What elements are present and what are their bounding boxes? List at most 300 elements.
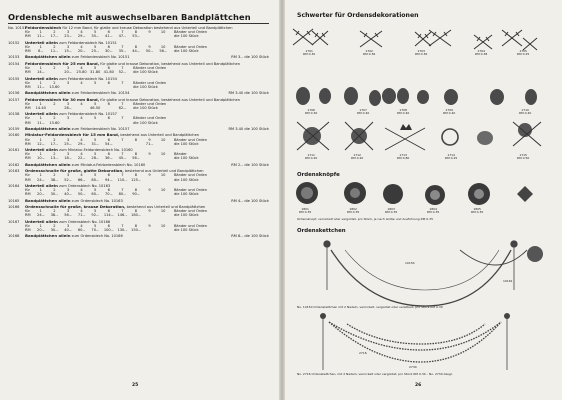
entry-description: zum Ordensblech No. 10163 [59,183,111,188]
grid-row-tail: Bänder und Orden [133,80,167,85]
grid-row-tail: Bänder und Orden [173,209,207,214]
entry-name: Bandplättchen allein [25,234,71,239]
figure-label [305,154,317,161]
grid-cell: 130.– [117,228,128,232]
grid-cell: 3 [66,30,70,35]
grid-cell: 53.– [132,34,140,39]
figure-label [299,208,311,215]
grid-cell: 3 [66,188,70,193]
grid-row-label: für [25,173,31,178]
figure-number: 1707 [359,108,367,112]
grid-cell: 2 [53,65,56,70]
grid-cell [143,34,157,38]
grid-cell: 7 [121,44,124,49]
price-grid-row [8,178,269,182]
left-page [0,0,279,400]
entry-name: Bandplättchen allein [25,198,71,203]
right-page [285,0,562,400]
grid-cell: 3 [66,137,70,142]
grid-cell: 38.– [50,177,59,182]
figure-number: 1711 [307,153,315,157]
grid-cell: 3 [66,223,70,228]
grid-cell: 30.– [105,48,113,53]
grid-cell: 150.– [131,228,141,232]
entry-name: Feldordensblech für 25 mm Band, [25,61,100,66]
grid-cell: 4 [80,152,83,157]
price-grid-row [8,121,269,125]
grid-cell [143,156,157,160]
chain-number-3: 2716 [359,351,367,355]
entry-description: zum Feldordensblech No. 10151 [59,40,117,45]
grid-cell: 1 [39,188,42,193]
catalog-entry [8,112,269,124]
grid-cell: 35.– [91,34,99,39]
grid-cell [88,85,102,89]
figure-number: 1715 [519,153,527,157]
grid-cell: 4 [80,80,83,85]
figure-number: 1714 [447,153,455,157]
grid-cell: 40.– [64,228,72,232]
entry-description: zum Miniatur-Feldordensblech No. 10160 [59,148,133,153]
grid-cell [156,213,170,217]
grid-cell: 30.– [50,228,59,232]
entry-description: zum Feldordensblech No. 10157 [71,127,130,131]
grid-cell: 3 [66,65,70,70]
catalog-entry [8,127,269,131]
figure-price: RM 0.35 [347,210,360,215]
entry-number: 10162 [8,162,20,167]
grid-cell: 52.– [64,177,72,182]
figure-price: RM 0.36 [415,52,428,57]
entry-name: Feldordensblech für 30 mm Band, [25,97,100,102]
catalog-entry [8,62,269,74]
figure-label [357,109,369,116]
grid-cell: 2 [53,223,56,228]
grid-row-label: für [25,137,31,142]
catalog-entry [8,169,269,181]
grid-cell [143,228,157,232]
grid-row-label: für [25,80,31,85]
grid-cell: 35.– [118,48,127,53]
grid-cell: 4 [80,65,83,70]
figure-number: 1706 [307,108,315,112]
entry-description: bestehend aus Unterteil und Bandplättchen [126,205,206,210]
grid-cell: 3 [66,209,70,214]
figure-label [363,50,375,57]
grid-cell: 6 [107,173,110,178]
grid-row-tail: Bänder und Orden [133,116,167,121]
grid-cell: 5 [94,188,97,193]
grid-cell: 1 [39,80,42,85]
insignia-illustrations [285,0,562,400]
grid-cell: 1 [39,44,42,49]
grid-cell [102,85,116,89]
entry-name: Bandplättchen allein [25,55,71,60]
grid-cell: 9 [148,223,151,228]
grid-cell: 3 [66,80,70,85]
grid-cell: 36.– [105,156,113,161]
entry-name: Feldordensblech [25,26,62,30]
grid-cell: 5 [94,80,97,85]
entry-number: 10152 [8,40,20,45]
figure-price: RM 0.30 [305,111,318,116]
grid-row-tail: Bänder und Orden [173,188,207,193]
grid-cell: 22.– [77,156,86,161]
figure-number: 1802 [349,207,357,211]
entry-number: 10164 [8,183,20,188]
entry-description: bestehend aus Unterteil und Bandplättchen [120,133,200,138]
grid-cell [129,142,143,146]
grid-cell: 17.– [50,34,59,39]
entry-description: zum Feldordensblech No. 10157 [59,112,117,117]
grid-cell: 9 [148,209,151,214]
figure-label [445,154,457,161]
figure-label [385,208,397,215]
entry-name: Bandplättchen allein [25,162,71,167]
grid-cell: 20.– [37,228,45,232]
grid-cell [143,192,157,196]
grid-cell: 1 [39,30,42,35]
entry-number: 10157 [8,97,20,102]
grid-row-label: RM [25,48,31,53]
grid-cell: 2 [53,80,56,85]
left-page-title: Ordensbleche mit auswechselbaren Bandplättchen [8,12,251,22]
figure-number: 1708 [399,108,407,112]
grid-cell: 20.– [64,70,72,75]
grid-cell: 4 [80,209,83,214]
figure-label [397,109,409,116]
grid-cell: 6 [107,44,110,49]
entry-number: 10166 [8,205,20,210]
grid-cell: 54.– [105,141,113,146]
grid-row-tail: die 100 Stück [133,120,158,125]
catalog-entry [8,133,269,145]
grid-cell: 17.– [50,141,59,146]
grid-cell: 146.– [117,213,128,218]
grid-cell: 2 [53,101,56,106]
grid-cell: 4 [80,173,83,178]
catalog-entry [8,220,269,232]
grid-cell: 12.– [37,141,45,146]
price-grid-row [8,106,269,110]
grid-cell: 45.– [118,156,127,161]
grid-cell: 8 [134,209,138,214]
grid-row-label: RM [25,141,31,146]
catalog-entry [8,91,269,95]
grid-cell [61,121,75,125]
grid-row-tail: Bänder und Orden [173,137,207,142]
price-grid-row [8,49,269,53]
grid-cell: 5 [94,30,97,35]
entry-price: RM 3.– die 100 Stück [231,55,269,60]
grid-row-label: RM [25,70,31,75]
grid-cell: 52.– [118,70,127,75]
catalog-entry [8,163,269,167]
grid-cell: 10 [160,209,166,214]
grid-cell: 10 [160,30,166,35]
grid-cell: 14.– [37,70,45,75]
grid-cell: 90.– [132,192,140,197]
grid-row-label: RM [25,120,31,125]
grid-cell: 180.– [131,213,141,218]
grid-cell: 1 [39,209,42,214]
chain-set-2 [320,313,510,370]
swords-section-title: Schwerter für Ordensdekorationen [297,12,419,19]
grid-cell: 114.– [103,213,114,218]
grid-cell: 70.– [91,228,99,232]
grid-cell: 40.– [64,192,72,197]
grid-cell: 20.– [37,192,45,197]
entry-description: bestehend aus Unterteil und Bandplättchen [124,169,204,174]
grid-cell: 15.– [64,48,72,53]
grid-row-tail: Bänder und Orden [133,65,167,70]
grid-cell: 25.– [91,48,99,53]
price-grid-row [8,192,269,196]
entry-number: 10167 [8,219,20,224]
grid-cell: 60.– [77,228,86,232]
grid-row-label: RM [25,177,31,182]
grid-cell [116,85,130,89]
grid-row-label: für [25,44,31,49]
grid-cell: 80.– [118,192,127,197]
grid-cell: 7 [121,209,124,214]
grid-row-tail: die 100 Stück [173,156,199,161]
grid-cell: 5 [94,65,97,70]
grid-row-tail: die 100 Stück [173,228,199,232]
entry-description: zum Feldordensblech No. 10154 [71,91,130,96]
grid-cell: 46.50 [90,105,101,110]
figure-price: RM 0.35 [471,210,484,215]
grid-cell: 5 [94,223,97,228]
catalog-entry [8,184,269,196]
figure-label [475,50,487,57]
figure-price: RM 0.25 [445,156,458,161]
figure-price: RM 0.38 [475,52,488,57]
grid-cell: 6 [107,65,110,70]
grid-cell: 10 [160,223,166,228]
grid-cell [102,106,116,110]
entry-description: zum Miniatur-Feldordensblech No. 10160 [71,162,146,167]
figure-number: 1702 [365,49,373,53]
grid-cell: 8 [134,173,138,178]
grid-cell [143,213,157,217]
grid-cell: 8 [134,223,138,228]
figure-number: 1709 [445,108,453,112]
grid-cell [156,228,170,232]
grid-cell: 9 [148,44,151,49]
figure-label [427,208,439,215]
grid-cell: 3 [66,101,70,106]
figure-price: RM 0.20 [305,156,318,161]
entry-number: 10168 [8,234,20,239]
entry-description: zum Feldordensblech No. 10151 [71,55,130,60]
entry-price: RM 3.40 die 100 Stück [228,127,269,131]
grid-cell: 9 [148,188,151,193]
entry-name: Unterteil allein [25,148,58,153]
grid-row-tail: Bänder und Orden [173,223,207,228]
grid-cell: 6 [107,101,110,106]
entry-name: Unterteil allein [25,219,58,224]
grid-cell: 3 [66,44,70,49]
grid-cell: 28.– [64,105,72,110]
grid-cell: 94.– [105,177,113,182]
grid-cell: 62.– [118,105,127,110]
grid-cell: 1 [39,152,42,157]
grid-cell: 6 [107,137,110,142]
grid-cell [75,106,89,110]
catalog-entry [8,205,269,217]
chain-number-4: 2734 [409,365,417,369]
grid-cell: 4 [80,44,83,49]
catalog-entry [8,199,269,203]
grid-cell [48,106,62,110]
grid-cell: 2 [53,44,56,49]
grid-row-label: für [25,209,31,214]
grid-row-label: für [25,101,31,106]
grid-cell: 8 [134,44,138,49]
figure-number: 1712 [353,153,361,157]
figure-number: 1804 [429,207,437,211]
grid-cell: 30.– [50,192,59,197]
order-buttons-row [296,182,533,205]
grid-cell: 3 [66,116,70,121]
grid-cell: 5 [94,152,97,157]
grid-cell [88,121,102,125]
catalog-entry [8,234,269,238]
grid-row-label: für [25,65,31,70]
grid-cell: 8 [134,152,138,157]
grid-cell: 5 [94,137,97,142]
entry-description: zum Ordensblech No. 10166 [71,234,123,239]
grid-cell: 7 [121,188,124,193]
grid-row-tail: die 100 Stück [133,84,158,89]
entries-list [8,26,269,239]
figure-price: RM 0.35 [427,210,440,215]
grid-cell: 25.80 [76,70,87,75]
grid-cell: 2 [53,173,56,178]
grid-row-tail: Bänder [173,152,187,157]
price-grid-row [8,142,269,146]
entry-name: Unterteil allein [25,40,58,45]
entry-name: Bandplättchen allein [25,91,71,96]
entry-price: RM 2.– die 100 Stück [231,162,269,167]
grid-cell: 2 [53,209,56,214]
grid-cell: 8 [134,137,138,142]
grid-cell: 9 [148,137,151,142]
grid-cell [156,142,170,146]
figure-price: RM 0.50 [517,156,530,161]
grid-cell: 6 [107,188,110,193]
grid-cell: 56.– [159,48,167,53]
grid-cell [75,121,89,125]
figure-label [517,154,529,161]
grid-cell: 2 [53,152,56,157]
figure-number: 1805 [473,207,481,211]
entry-number: 10163 [8,169,20,174]
grid-cell [156,192,170,196]
grid-row-tail: die 100 Stück [173,34,199,39]
grid-row-tail: die 100 Stück [173,141,199,146]
entry-price: RM 3.40 die 100 Stück [228,91,269,96]
grid-cell: 9 [148,30,151,35]
catalog-entry [8,26,269,38]
entry-description: für 12 mm Band, für glatte und krause Dekoration bestehend aus Unterteil und Bandplättchen [62,26,233,30]
grid-cell: 7 [121,152,124,157]
figure-number: 1803 [387,207,395,211]
figure-price: RM 0.20 [351,156,364,161]
entry-price: RM 4.– die 100 Stück [231,198,269,203]
grid-cell: 7 [121,80,124,85]
entry-description: zum Feldordensblech No. 10154 [59,76,117,81]
grid-cell: 11.– [37,84,45,89]
grid-cell: 70.– [105,192,113,197]
grid-row-label: RM [25,34,31,39]
grid-cell: 41.80 [103,70,114,75]
grid-cell: 20.– [77,48,86,53]
grid-cell: 11.– [37,34,45,39]
grid-cell: 29.– [77,141,86,146]
figure-label [351,154,363,161]
grid-cell: 13.60 [49,120,60,125]
grid-row-label: RM [25,192,31,197]
grid-cell: 1 [39,116,42,121]
figure-label [305,109,317,116]
grid-cell: 6 [107,116,110,121]
grid-cell: 2 [53,116,56,121]
grid-cell: 31.– [91,141,99,146]
grid-cell: 7 [121,137,124,142]
oak-leaves-row [296,87,537,106]
entry-name: Unterteil allein [25,112,58,117]
grid-cell: 28.– [91,156,99,161]
grid-cell: 38.– [50,213,59,218]
chain-set-1 [324,241,543,306]
grid-cell: 6 [107,209,110,214]
grid-cell: 66.– [77,177,86,182]
grid-cell: 6 [107,223,110,228]
figure-price: RM 0.40 [519,111,532,116]
entry-name: Miniatur-Feldordensblech für 15 mm Band, [25,133,120,138]
grid-cell: 5 [94,44,97,49]
figure-number: 1713 [399,153,407,157]
grid-cell: 4 [80,30,83,35]
grid-cell: 7 [121,65,124,70]
crossed-swords-row [293,29,537,50]
chain-number-1: 10150 [405,261,415,265]
grid-row-label: für [25,30,31,35]
entry-name: Ordensschnalle für große, krause Dekoration, [25,205,126,210]
grid-cell: 100.– [103,228,114,232]
entry-number: 10153 [8,55,20,60]
grid-cell: 92.– [91,213,99,218]
grid-row-label: RM [25,84,31,89]
catalog-entry [8,98,269,110]
entry-name: Unterteil allein [25,76,58,81]
price-grid-row [8,34,269,38]
grid-row-tail: Bänder und Orden [173,173,207,178]
grid-row-tail: Bänder und Orden [133,101,167,106]
grid-row-tail: Bänder und Orden [173,30,207,35]
grid-cell [156,156,170,160]
grid-cell: 56.– [132,156,140,161]
entry-name: Bandplättchen allein [25,127,71,131]
grid-cell: 6 [107,30,110,35]
title-rule [8,23,269,24]
figure-price: RM 0.25 [517,52,530,57]
entry-number: 10156 [8,91,20,96]
chains-section-title: Ordenskettchen [297,228,346,234]
figure-price: RM 0.40 [357,111,370,116]
